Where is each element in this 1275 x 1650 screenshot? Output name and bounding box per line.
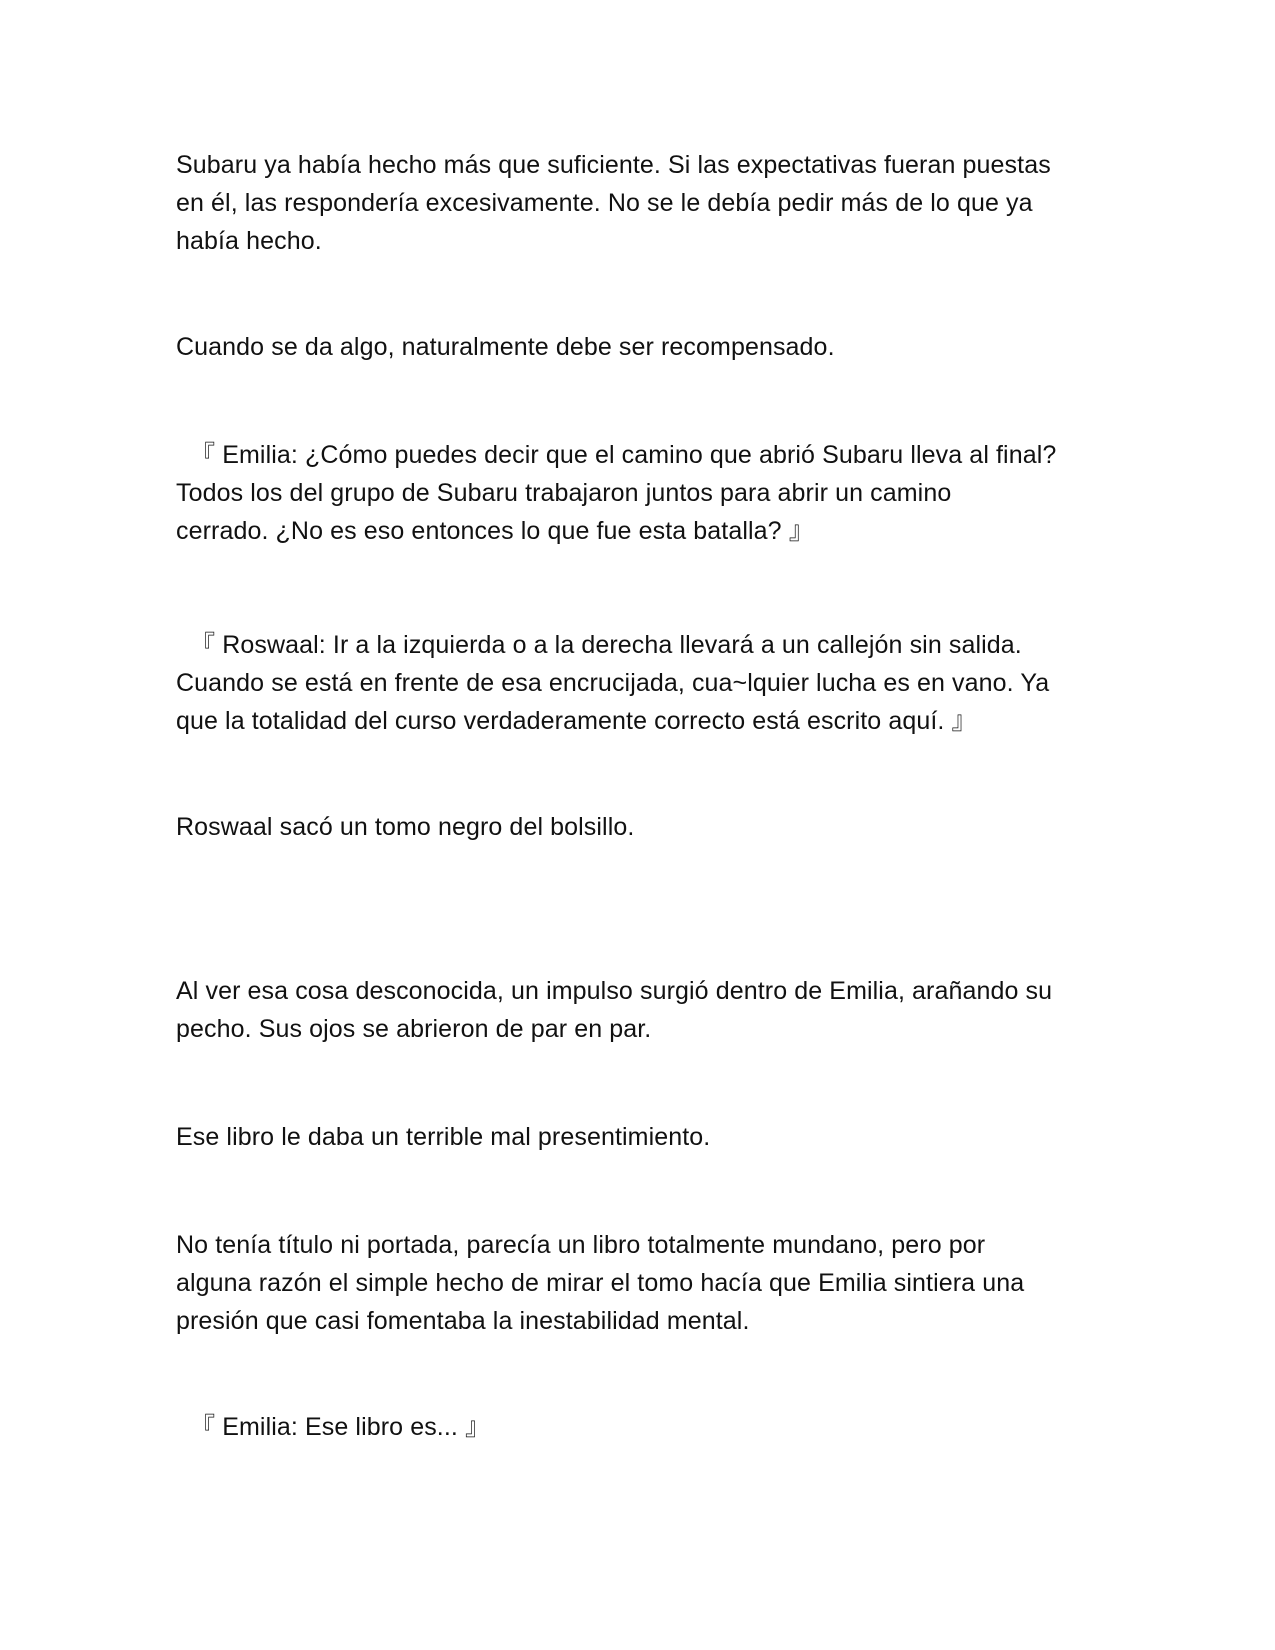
text-line: 『 Emilia: ¿Cómo puedes decir que el camino que abrió Subaru lleva al final? — [176, 441, 1057, 469]
text-line: pecho. Sus ojos se abrieron de par en par. — [176, 1015, 652, 1043]
paragraph-black-tome — [176, 808, 1096, 846]
text-line: Roswaal sacó un tomo negro del bolsillo. — [176, 813, 635, 841]
text-line: había hecho. — [176, 227, 322, 255]
dialogue-roswaal-crossroads — [176, 626, 1096, 740]
paragraph-reward — [176, 328, 1096, 366]
paragraph-no-title — [176, 1226, 1096, 1340]
text-line: alguna razón el simple hecho de mirar el tomo hacía que Emilia sintiera una — [176, 1269, 1025, 1297]
text-line: Subaru ya había hecho más que suficiente. Si las expectativas fueran puestas — [176, 151, 1051, 179]
text-line: presión que casi fomentaba la inestabilidad mental. — [176, 1307, 750, 1335]
text-line: Todos los del grupo de Subaru trabajaron juntos para abrir un camino — [176, 479, 952, 507]
text-line: Cuando se da algo, naturalmente debe ser recompensado. — [176, 333, 835, 361]
text-line: Cuando se está en frente de esa encrucijada, cua~lquier lucha es en vano. Ya — [176, 669, 1050, 697]
paragraph-subaru-enough — [176, 146, 1096, 260]
text-line: que la totalidad del curso verdaderamente correcto está escrito aquí. 』 — [176, 707, 977, 735]
text-line: en él, las respondería excesivamente. No se le debía pedir más de lo que ya — [176, 189, 1033, 217]
text-line: cerrado. ¿No es eso entonces lo que fue esta batalla? 』 — [176, 517, 814, 545]
dialogue-emilia-book — [176, 1408, 1096, 1446]
text-line: 『 Emilia: Ese libro es... 』 — [176, 1413, 491, 1441]
paragraph-bad-feeling — [176, 1118, 1096, 1156]
text-line: No tenía título ni portada, parecía un libro totalmente mundano, pero por — [176, 1231, 986, 1259]
text-line: 『 Roswaal: Ir a la izquierda o a la derecha llevará a un callejón sin salida. — [176, 631, 1022, 659]
dialogue-emilia-path — [176, 436, 1096, 550]
paragraph-impulse — [176, 972, 1096, 1048]
text-line: Al ver esa cosa desconocida, un impulso surgió dentro de Emilia, arañando su — [176, 977, 1053, 1005]
text-line: Ese libro le daba un terrible mal presentimiento. — [176, 1123, 711, 1151]
